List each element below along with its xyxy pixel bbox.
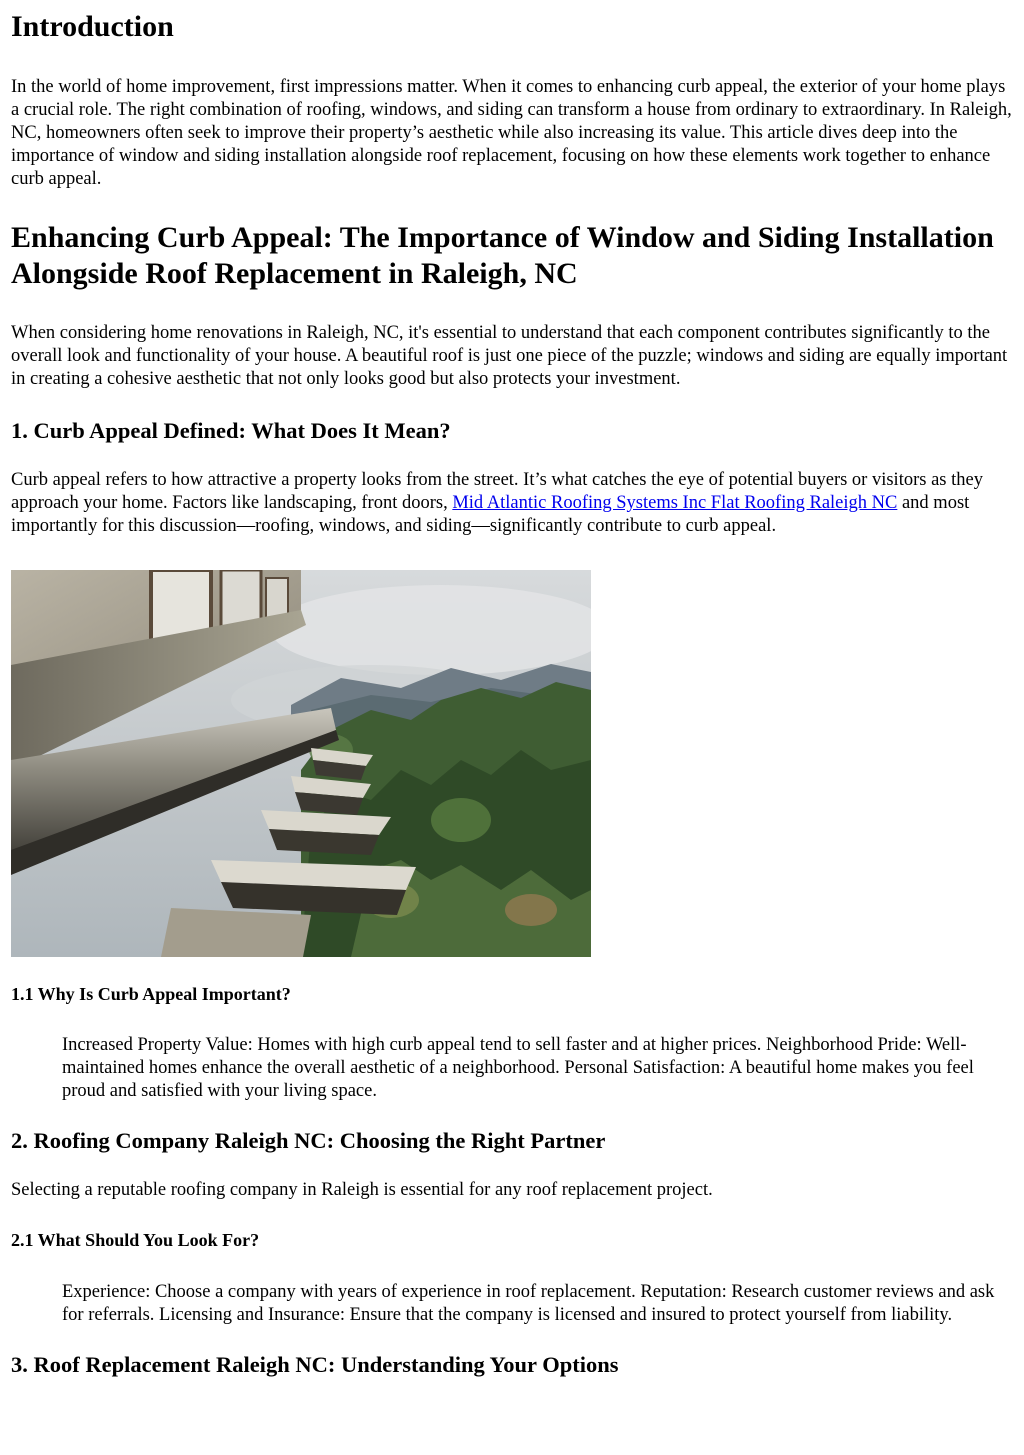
section-2-paragraph: Selecting a reputable roofing company in Raleigh is essential for any roof replacement project.: [11, 1180, 713, 1200]
section-1-1-heading: 1.1 Why Is Curb Appeal Important?: [11, 984, 291, 1004]
intro-paragraph: In the world of home improvement, first impressions matter. When it comes to enhancing curb appeal, the exterior of your home plays a crucial role. The right combination of roofing, windows, and siding can transform a house from ordinary to extraordinary. In Raleigh, NC, homeowners often seek to improve their property’s aesthetic while also increasing its value. This article dives deep into the importance of window and siding installation alongside roof replacement, focusing on how these elements work together to enhance curb appeal.: [11, 77, 1012, 189]
section-2-1-heading: 2.1 What Should You Look For?: [11, 1230, 260, 1250]
section-1-paragraph: [11, 469, 1013, 538]
section-1-heading: 1. Curb Appeal Defined: What Does It Mean?: [11, 418, 451, 443]
main-paragraph: When considering home renovations in Raleigh, NC, it's essential to understand that each component contributes significantly to the overall look and functionality of your house. A beautiful roof is just one piece of the puzzle; windows and siding are equally important in creating a cohesive aesthetic that not only looks good but also protects your investment.: [11, 323, 1008, 389]
section-1-1-list: Increased Property Value: Homes with high curb appeal tend to sell faster and at higher prices. Neighborhood Pride: Well-maintained homes enhance the overall aesthetic of a neighborhood. Personal Satisfaction: A beautiful home makes you feel proud and satisfied with your living space.: [62, 1035, 974, 1101]
section-3-heading: 3. Roof Replacement Raleigh NC: Understanding Your Options: [11, 1352, 619, 1377]
section-2-1-list: Experience: Choose a company with years of experience in roof replacement. Reputation: Research customer reviews and ask for referrals. Licensing and Insurance: Ensure that the company is licensed and insured to protect yourself from liability.: [62, 1282, 995, 1325]
main-heading: Enhancing Curb Appeal: The Importance of Window and Siding Installation Alongside Roof Replacement in Raleigh, NC: [11, 221, 994, 290]
article: [0, 9, 1024, 1379]
roofing-company-link[interactable]: Mid Atlantic Roofing Systems Inc Flat Roofing Raleigh NC: [452, 493, 898, 513]
section-2-heading: 2. Roofing Company Raleigh NC: Choosing the Right Partner: [11, 1128, 606, 1153]
section-1-text-end: and most importantly for this discussion—roofing, windows, and siding—significantly contribute to curb appeal.: [11, 493, 970, 536]
intro-heading: Introduction: [11, 10, 174, 43]
gutter-roofline-photo: [11, 570, 591, 957]
section-1-text-start: Curb appeal refers to how attractive a property looks from the street. It’s what catches the eye of potential buyers or visitors as they approach your home. Factors like landscaping, front doors,: [11, 470, 983, 513]
